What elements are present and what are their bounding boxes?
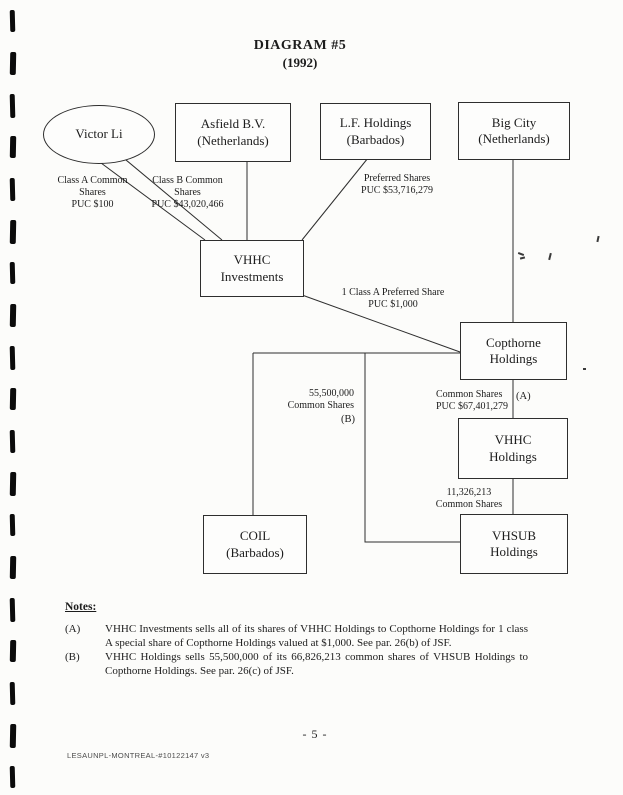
node-coil-country: (Barbados) [226,544,284,560]
node-big-city [458,102,570,160]
node-asfield-country: (Netherlands) [197,132,269,148]
label-shares-55m: 55,500,000 Common Shares [287,388,354,411]
node-asfield-name: Asfield B.V. [200,116,266,132]
node-big-city-name: Big City [491,114,537,130]
node-big-city-country: (Netherlands) [478,131,550,146]
edge-lfholdings-vhhcinv [302,158,368,240]
node-copthorne-line2: Holdings [489,351,538,366]
notes-heading: Notes: [65,601,97,613]
node-vhsub-line2: Holdings [490,544,538,559]
node-lf-holdings-name: L.F. Holdings [339,115,412,131]
label-class-a-common: Class A Common Shares PUC $100 [57,175,128,210]
page-number: - 5 - [302,727,328,741]
note-text-b: VHHC Holdings sells 55,500,000 of its 66,826,213 common shares of VHSUB Holdings to Copthorne Holdings. See par. 26(c) of JSF. [105,651,528,677]
note-id-a: (A) [65,623,81,635]
node-lf-holdings [320,103,431,160]
node-copthorne-line1: Copthorne [486,334,541,350]
label-common-shares-67m: Common Shares PUC $67,401,279 [436,389,508,412]
node-vhhc-investments-line1: VHHC [233,252,271,268]
page-subtitle: (1992) [282,55,318,70]
notes-section [65,601,530,679]
node-victor-li [43,105,155,164]
note-text-a: VHHC Investments sells all of its shares of VHHC Holdings to Copthorne Holdings for 1 class A special share of Copthorne Holdings valued at $1,000. See par. 26(b) of JSF. [105,623,528,649]
label-one-class-a-preferred: 1 Class A Preferred Share PUC $1,000 [341,287,445,310]
node-vhsub-line1: VHSUB [491,527,537,543]
node-vhhc-holdings [458,418,568,479]
page-title: DIAGRAM #5 [253,38,347,53]
node-coil [203,515,307,574]
node-lf-holdings-country: (Barbados) [346,131,405,147]
label-preferred-shares: Preferred Shares PUC $53,716,279 [361,173,433,196]
label-shares-11m: 11,326,213 Common Shares [435,487,503,510]
node-vhhc-investments-line2: Investments [220,268,284,284]
node-asfield [175,103,291,162]
note-id-b: (B) [65,651,80,663]
node-vhhc-holdings-line2: Holdings [489,448,537,464]
note-item-a [65,623,530,650]
node-vhhc-holdings-line1: VHHC [494,432,532,448]
label-class-b-common: Class B Common Shares PUC $43,020,466 [151,175,224,210]
scan-artifact [583,368,586,370]
node-coil-name: COIL [239,528,271,544]
label-ref-b: (B) [341,414,355,425]
node-copthorne-holdings [460,322,567,380]
node-vhhc-investments [200,240,304,297]
note-item-b [65,651,530,678]
node-victor-li-label: Victor Li [75,126,123,142]
document-id: LESAUNPL-MONTREAL-#10122147 v3 [67,751,210,760]
node-vhsub-holdings [460,514,568,574]
edge-drop-vhsub [365,353,460,542]
label-ref-a: (A) [516,391,531,402]
